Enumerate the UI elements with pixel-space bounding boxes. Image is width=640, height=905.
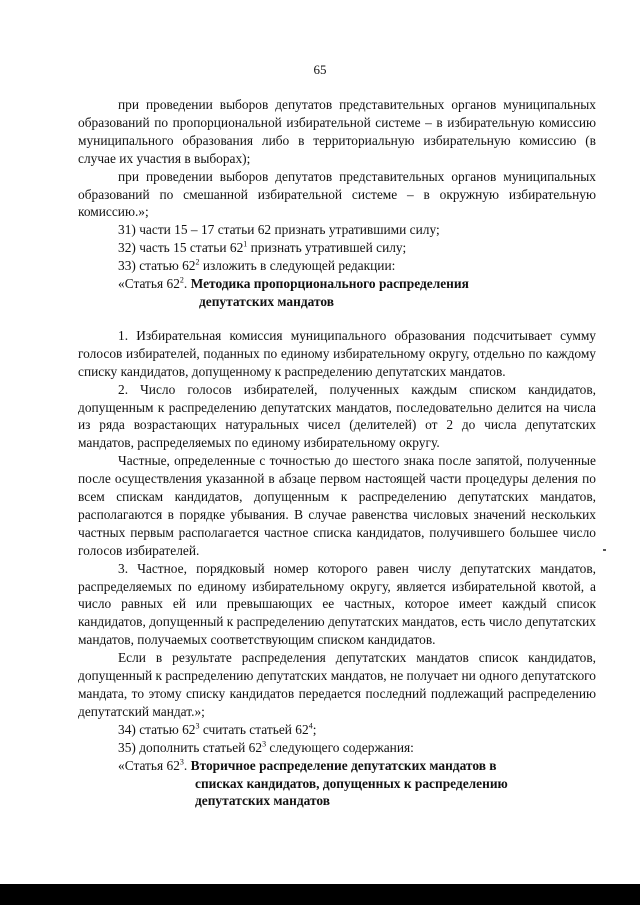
article-paragraph-2: 2. Число голосов избирателей, полученных каждым списком кандидатов, допущенным к распределению депутатских мандатов, последовательно делится на числа из ряда возрастающих натуральных чисел (делителей) от 2 до числа депутатских мандатов, распределяемых по единому избирательному округу.	[78, 381, 596, 451]
amendment-item-33: 33) статью $62^2$ изложить в следующей редакции:	[118, 257, 396, 274]
amendment-item-32: 32) часть 15 статьи $62^1$ признать утратившей силу;	[118, 239, 407, 256]
amendment-item-34: 34) статью $62^3$ считать статьей $62^4$;	[118, 721, 317, 737]
article-62-3-title-cont-1: списках кандидатов, допущенных к распределению	[195, 775, 508, 791]
paragraph-item-sm: при проведении выборов депутатов представительных органов муниципальных образований по смешанной избирательной системе – в окружную избирательную комиссию.»;	[78, 168, 596, 220]
scan-bottom-edge	[0, 884, 640, 905]
article-paragraph-3: 3. Частное, порядковый номер которого равен числу депутатских мандатов, распределяемых по единому избирательному округу, является избирательной квотой, а число равных ей или превышающих ее частных, которое имеет каждый список кандидатов, допущенный к распределению депутатских мандатов, есть число депутатских мандатов, получаемых соответствующим списком кандидатов.	[78, 560, 596, 648]
amendment-item-35: 35) дополнить статьей $62^3$ следующего содержания:	[118, 739, 414, 755]
amendment-item-31: 31) части 15 – 17 статьи 62 признать утратившими силу;	[118, 222, 440, 238]
scan-speck	[603, 549, 606, 551]
article-paragraph-2-quotients: Частные, определенные с точностью до шестого знака после запятой, полученные после осуществления указанной в абзаце первом настоящей части процедуры деления по всем спискам кандидатов, допущенным к распределению депутатских мандатов, располагаются в порядке убывания. В случае равенства числовых значений нескольких частных первым располагается частное списка кандидатов, получившего большее число голосов избирателей.	[78, 453, 596, 558]
article-62-3-title: Вторичное распределение депутатских мандатов в	[190, 757, 497, 773]
document-body	[78, 96, 596, 810]
paragraph-item-pr: при проведении выборов депутатов представительных органов муниципальных образований по пропорциональной избирательной системе – в избирательную комиссию муниципального образования либо в территориальную избирательную комиссию (в случае их участия в выборах);	[78, 97, 596, 166]
article-paragraph-3-last-mandate: Если в результате распределения депутатских мандатов список кандидатов, допущенный к распределению депутатских мандатов, не получает ни одного депутатского мандата, то этому списку кандидатов передается последний подлежащий распределению депутатский мандат.»;	[78, 650, 596, 719]
article-62-3-title-cont-2: депутатских мандатов	[195, 793, 330, 809]
page-number: 65	[313, 62, 327, 77]
article-62-2-heading: «Статья $62^2$. Методика пропорционального распределения	[118, 275, 469, 292]
article-62-2-title-cont: депутатских мандатов	[199, 293, 334, 309]
article-paragraph-1: 1. Избирательная комиссия муниципального образования подсчитывает сумму голосов избирателей, поданных по единому избирательному округу, отдельно по каждому списку кандидатов, допущенному к распределению депутатских мандатов.	[78, 327, 596, 379]
article-62-3-heading: «Статья $62^3$. Вторичное распределение депутатских мандатов в	[118, 757, 497, 773]
article-62-2-title: Методика пропорционального распределения	[190, 276, 469, 292]
